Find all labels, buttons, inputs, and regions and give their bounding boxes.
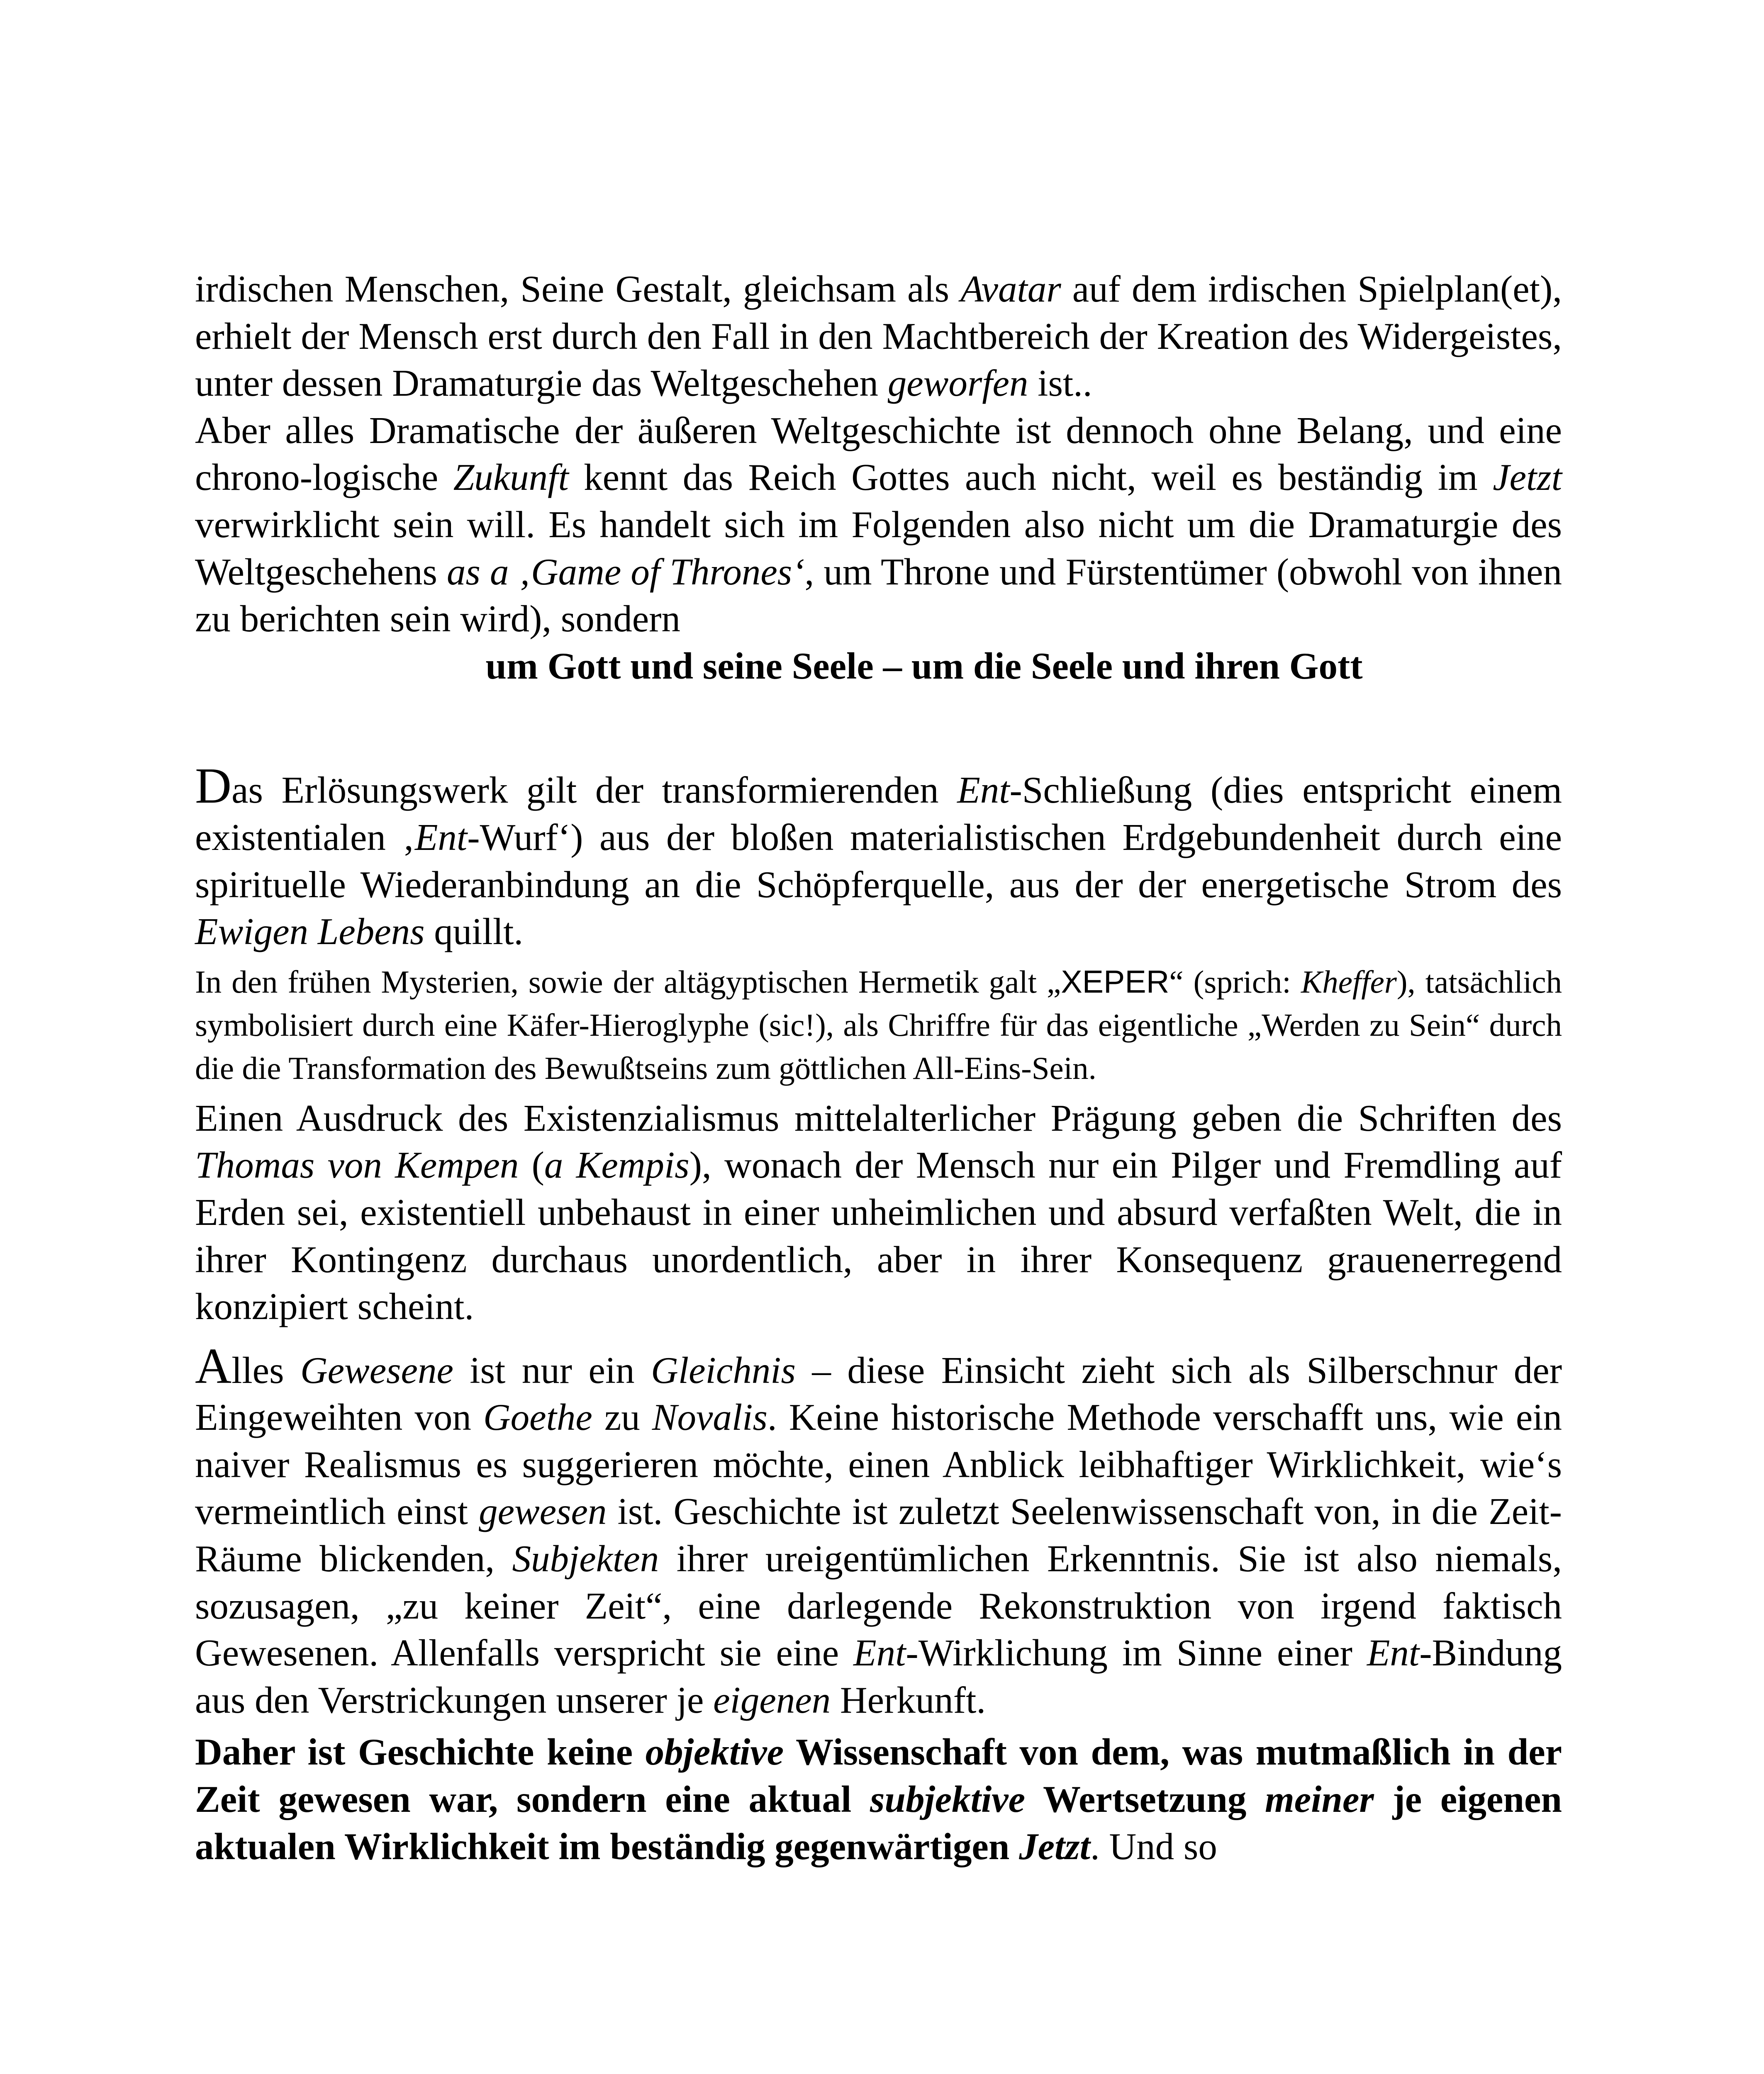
xeper-term: XEPER — [1061, 964, 1170, 1000]
text: ), wonach der Mensch nur ein Pilger und Fremdling auf Erden sei, existentiell unbehaust in einer unheimlichen und absurd verfaßten Welt, die in ihrer Kontingenz durchaus unordentlich, aber in ihrer Konsequenz grauenerregend konzipiert scheint. — [195, 1144, 1562, 1328]
paragraph-avatar — [195, 265, 1562, 407]
italic-term: geworfen — [887, 362, 1028, 404]
text: In den frühen Mysterien, sowie der altägyptischen Hermetik galt „ — [195, 964, 1061, 1000]
bold-italic-term: Jetzt — [1019, 1825, 1090, 1867]
italic-term: eigenen — [713, 1679, 831, 1721]
text: “ (sprich: — [1169, 964, 1301, 1000]
paragraph-xeper — [195, 960, 1562, 1090]
centered-heading: um Gott und seine Seele – um die Seele und ihren Gott — [485, 645, 1363, 687]
text: ihrer ureigentümlichen Erkenntnis. Sie ist also niemals, sozusagen, „zu keiner Zeit“, eine darlegende Rekonstruktion von irgend faktisch Gewesenen. Allenfalls verspricht sie eine — [195, 1538, 1562, 1674]
text: -Wirklichung im Sinne einer — [906, 1632, 1367, 1674]
paragraph-gewesene — [195, 1338, 1562, 1724]
paragraph-erloesungswerk — [195, 758, 1562, 955]
paragraph-dramatik — [195, 407, 1562, 643]
text: auf dem irdischen Spielplan(et), erhielt der Mensch erst durch den Fall in den Machtbereich der Kreation des Widergeistes, unter dessen Dramaturgie das Weltgeschehen — [195, 268, 1562, 404]
paragraph-geschichte — [195, 1728, 1562, 1870]
text: -Bindung aus den Verstrickungen unserer je — [195, 1632, 1562, 1721]
italic-term: Ewigen Lebens — [195, 910, 425, 953]
text: ist.. — [1028, 362, 1092, 404]
text: ist nur ein — [453, 1349, 651, 1391]
text: -Schließung (dies entspricht einem existentialen ‚ — [195, 769, 1562, 858]
text: Einen Ausdruck des Existenzialismus mittelalterlicher Prägung geben die Schriften des — [195, 1097, 1562, 1139]
paragraph-existenzialismus — [195, 1095, 1562, 1330]
bold-italic-term: objektive — [645, 1731, 784, 1773]
text: irdischen Menschen, Seine Gestalt, gleichsam als — [195, 268, 961, 310]
italic-term: Gewesene — [300, 1349, 453, 1391]
italic-term: Avatar — [960, 268, 1061, 310]
italic-term: Ent — [853, 1632, 906, 1674]
text: -Wurf‘) aus der bloßen materialistischen Erdgebundenheit durch eine spirituelle Wiederanbindung an die Schöpferquelle, aus der der energetische Strom des — [195, 816, 1562, 906]
italic-term: Gleichnis — [651, 1349, 796, 1391]
italic-term: Goethe — [483, 1396, 592, 1439]
drop-cap: D — [195, 758, 232, 814]
text: Aber alles Dramatische der äußeren Weltgeschichte ist dennoch ohne Belang, und eine chrono-logische — [195, 409, 1562, 499]
text: verwirklicht sein will. Es handelt sich im Folgenden also nicht um die Dramaturgie des Weltgeschehens — [195, 503, 1562, 593]
page-body — [195, 265, 1562, 1870]
bold-text: Wissenschaft von dem, was mutmaßlich in der Zeit gewesen war, sondern eine aktual — [195, 1731, 1562, 1821]
italic-term: Zukunft — [453, 456, 569, 499]
italic-term: Ent — [1367, 1632, 1420, 1674]
text: quillt. — [424, 910, 524, 953]
drop-cap: A — [195, 1338, 232, 1394]
italic-term: as a ‚Game of Thrones‘ — [447, 550, 805, 593]
italic-term: Thomas von Kempen — [195, 1144, 519, 1186]
italic-term: Subjekten — [512, 1538, 659, 1580]
italic-term: Jetzt — [1493, 456, 1562, 499]
bold-text: je eigenen aktualen Wirklichkeit im beständig gegenwärtigen — [195, 1778, 1562, 1867]
text: . Keine historische Methode verschafft uns, wie ein naiver Realismus es suggerieren möchte, einen Anblick leibhaftiger Wirklichkeit, wie‘s vermeintlich einst — [195, 1396, 1562, 1533]
italic-term: Ent — [414, 816, 468, 858]
bold-text: Wertsetzung — [1025, 1778, 1265, 1821]
text: ( — [519, 1144, 544, 1186]
text: lles — [231, 1349, 300, 1391]
text: . Und so — [1090, 1825, 1217, 1867]
text: , um Throne und Fürstentümer (obwohl von ihnen zu berichten sein wird), sondern — [195, 550, 1562, 640]
text: zu — [592, 1396, 652, 1439]
italic-term: Novalis — [652, 1396, 767, 1439]
text: kennt das Reich Gottes auch nicht, weil es beständig im — [568, 456, 1493, 499]
italic-term: gewesen — [479, 1490, 607, 1533]
text: ), tatsächlich symbolisiert durch eine Käfer-Hieroglyphe (sic!), als Chriffre für das eigentliche „Werden zu Sein“ durch die die Transformation des Bewußtseins zum göttlichen All-Eins-Sein. — [195, 964, 1562, 1086]
text: ist. Geschichte ist zuletzt Seelenwissenschaft von, in die Zeit-Räume blickenden, — [195, 1490, 1562, 1580]
bold-text: Daher ist Geschichte keine — [195, 1731, 646, 1773]
text: – diese Einsicht zieht sich als Silberschnur der Eingeweihten von — [195, 1349, 1562, 1439]
text: as Erlösungswerk gilt der transformierenden — [231, 769, 958, 811]
bold-italic-term: meiner — [1265, 1778, 1374, 1821]
italic-term: a Kempis — [544, 1144, 690, 1186]
italic-term: Ent — [957, 769, 1010, 811]
italic-term: Kheffer — [1301, 964, 1397, 1000]
bold-italic-term: subjektive — [870, 1778, 1026, 1821]
text: Herkunft. — [831, 1679, 986, 1721]
